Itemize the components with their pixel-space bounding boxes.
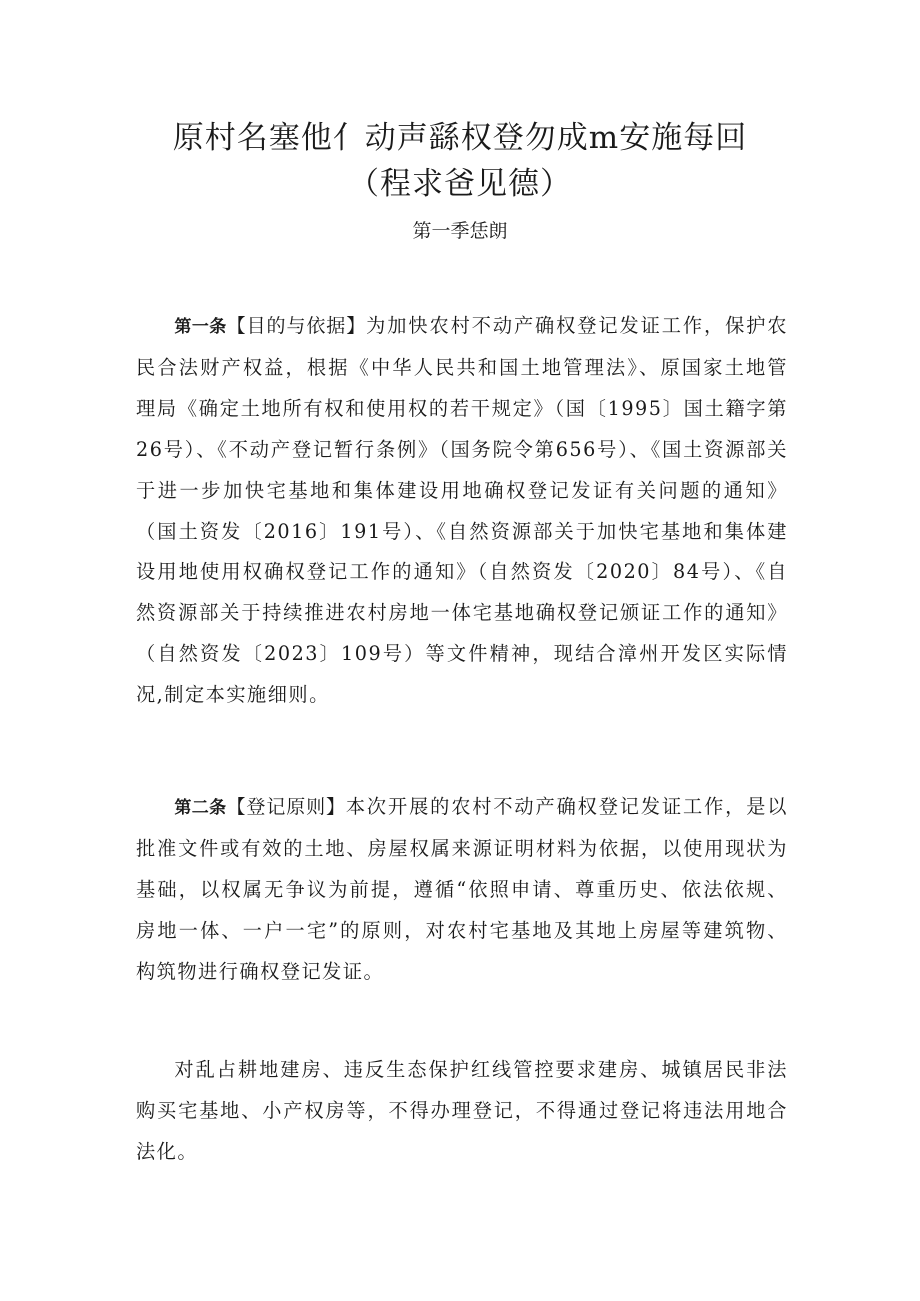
article-heading: 【登记原则】: [226, 796, 346, 818]
chapter-heading: 第一季恁朗: [412, 220, 508, 242]
article-text: 为加快农村不动产确权登记发证工作，保护农民合法财产权益，根据《中华人民共和国土地管理法》、原国家土地管理局《确定土地所有权和使用权的若干规定》（国〔1995〕国土籍字第26号）、《不动产登记暂行条例》（国务院令第656号）、《国土资源部关于进一步加快宅基地和集体建设用地确权登记发证有关问题的通知》（国土资发〔2016〕191号）、《自然资源部关于加快宅基地和集体建设用地使用权确权登记工作的通知》（自然资发〔2020〕84号）、《自然资源部关于持续推进农村房地一体宅基地确权登记颁证工作的通知》（自然资发〔2023〕109号）等文件精神，现结合漳州开发区实际情况,制定本实施细则。: [136, 314, 788, 707]
article-text: 本次开展的农村不动产确权登记发证工作，是以批准文件或有效的土地、房屋权属来源证明材料为依据，以使用现状为基础，以权属无争议为前提，遵循“依照申请、尊重历史、依法依规、房地一体、一户一宅”的原则，对农村宅基地及其地上房屋等建筑物、构筑物进行确权登记发证。: [136, 795, 788, 983]
article-1-paragraph: [136, 306, 788, 716]
article-number: 第一条: [174, 317, 227, 337]
article-2-supplement-paragraph: [136, 1050, 788, 1173]
article-number: 第二条: [174, 798, 227, 818]
article-2-paragraph: [136, 787, 788, 993]
document-title: 原村名塞他亻动声繇权登勿成m安施每回: [172, 120, 748, 156]
paragraph-text: 对乱占耕地建房、违反生态保护红线管控要求建房、城镇居民非法购买宅基地、小产权房等，不得办理登记，不得通过登记将违法用地合法化。: [136, 1058, 788, 1163]
article-heading: 【目的与依据】: [226, 315, 367, 337]
document-subtitle: （程求爸见德）: [348, 166, 572, 202]
